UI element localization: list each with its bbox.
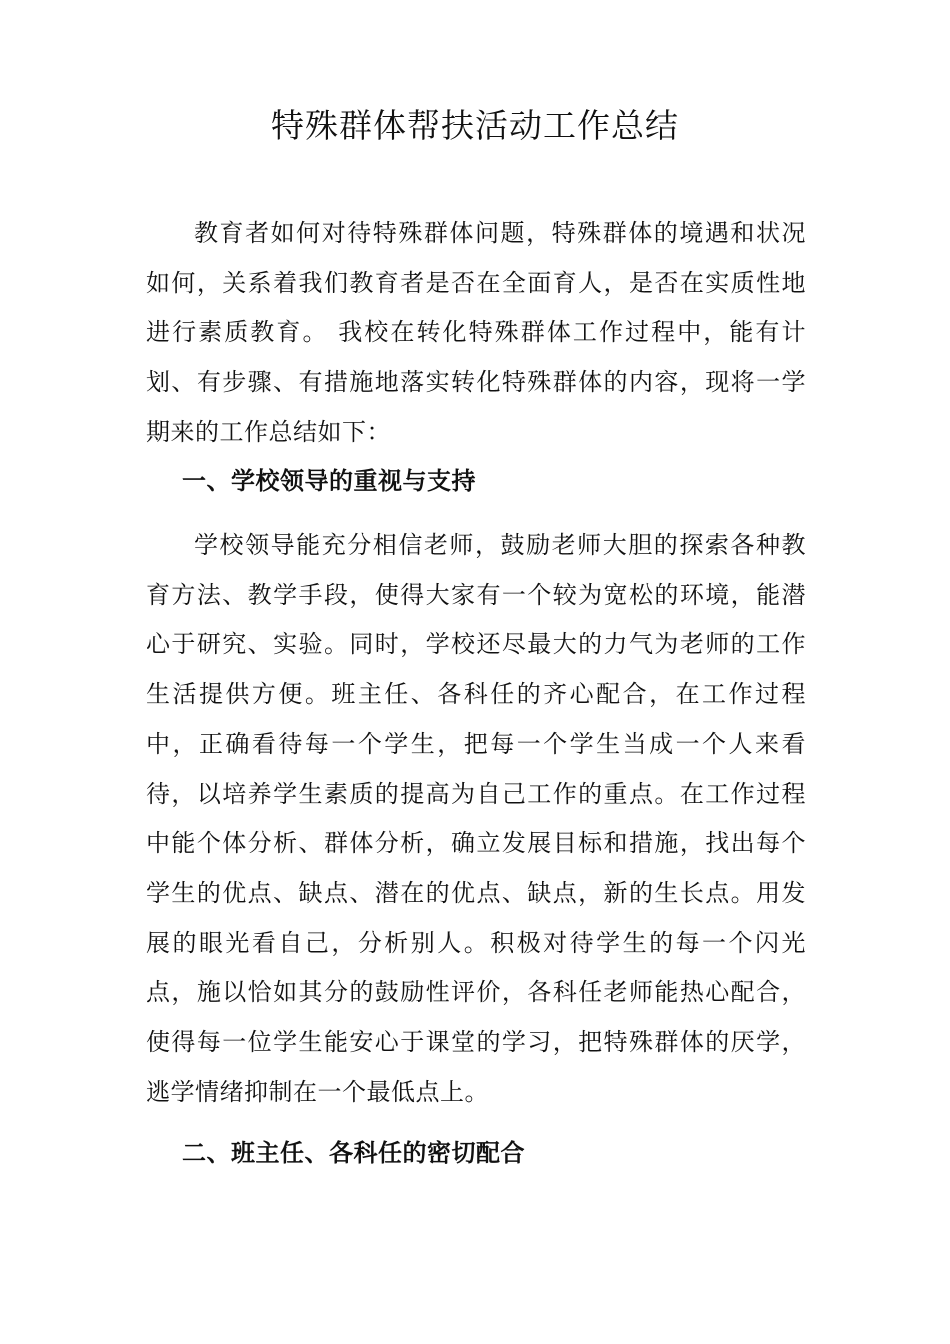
- document-title: 特殊群体帮扶活动工作总结: [271, 106, 679, 145]
- section-heading-1: 一、学校领导的重视与支持: [182, 467, 476, 495]
- section-heading-2: 二、班主任、各科任的密切配合: [182, 1139, 525, 1167]
- section-1-paragraph: 学校领导能充分相信老师，鼓励老师大胆的探索各种教育方法、教学手段，使得大家有一个较为宽松的环境，能潜心于研究、实验。同时，学校还尽最大的力气为老师的工作生活提供方便。班主任、各科任的齐心配合，在工作过程中，正确看待每一个学生，把每一个学生当成一个人来看待，以培养学生素质的提高为自己工作的重点。在工作过程中能个体分析、群体分析，确立发展目标和措施，找出每个学生的优点、缺点、潜在的优点、缺点，新的生长点。用发展的眼光看自己，分析别人。积极对待学生的每一个闪光点，施以恰如其分的鼓励性评价，各科任老师能热心配合，使得每一位学生能安心于课堂的学习，把特殊群体的厌学，逃学情绪抑制在一个最低点上。: [146, 531, 806, 1106]
- intro-paragraph: 教育者如何对待特殊群体问题，特殊群体的境遇和状况如何，关系着我们教育者是否在全面育人，是否在实质性地进行素质教育。 我校在转化特殊群体工作过程中，能有计划、有步骤、有措施地落实转化特殊群体的内容，现将一学期来的工作总结如下：: [146, 219, 806, 446]
